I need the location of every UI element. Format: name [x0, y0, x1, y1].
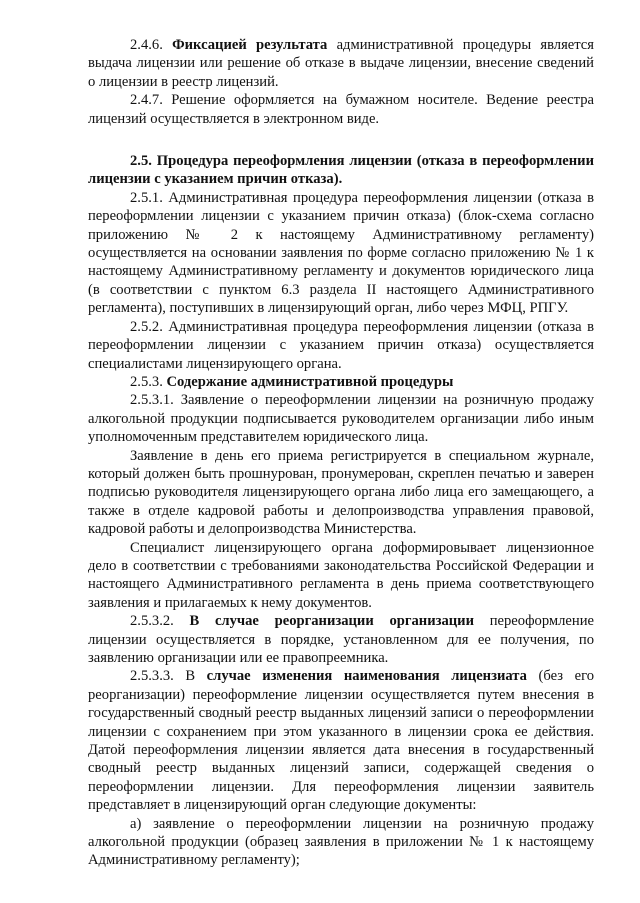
document-page: [88, 36, 594, 870]
clause-number: 2.5.3.2.: [130, 613, 174, 630]
paragraph-2-5-3: [88, 373, 594, 391]
section-title: Процедура переоформления лицензии (отказа в переоформлении лицензии с указанием причин отказа).: [88, 153, 594, 188]
paragraph-2-5-3-1: 2.5.3.1. Заявление о переоформлении лицензии на розничную продажу алкогольной продукции подписывается руководителем организации либо иным уполномоченным представителем юридического лица.: [88, 392, 594, 446]
paragraph-text: переоформление лицензии осуществляется в порядке, установленном для ее получения, по заявлению организации или ее правопреемника.: [88, 613, 594, 666]
section-number: 2.5.: [130, 153, 152, 170]
leading-word: В: [185, 668, 196, 685]
paragraph-2-5-2: 2.5.2. Административная процедура переоформления лицензии (отказа в переоформлении лицензии с указанием причин отказа) осуществляется специалистами лицензирующего органа.: [88, 318, 594, 372]
bold-phrase: случае изменения наименования лицензиата: [206, 668, 527, 685]
bold-phrase: В случае реорганизации организации: [189, 613, 474, 630]
clause-number: 2.4.6.: [130, 37, 163, 53]
paragraph-2-5-3-3: [88, 667, 594, 814]
paragraph-2-5-1: 2.5.1. Административная процедура переоформления лицензии (отказа в переоформлении лицензии с указанием причин отказа) (блок-схема согласно приложению № 2 к настоящему Административному регламенту) осуществляется на основании заявления по форме согласно приложению № 1 к настоящему Административному регламенту и документов юридического лица (в соответствии с пунктом 6.3 раздела II настоящего Административного регламента), поступивших в лицензирующий орган, либо через МФЦ, РПГУ.: [88, 189, 594, 317]
paragraph-text: (без его реорганизации) переоформление лицензии осуществляется путем внесения в государственный сводный реестр выданных лицензий записи о переоформлении лицензии с сохранением при этом указанного в лицензии срока ее действия. Датой переоформления лицензии является дата внесения в государственный сводный реестр выданных лицензий записи, содержащей сведения о переоформлении лицензии. Для переоформления лицензии заявитель представляет в лицензирующий орган следующие документы:: [88, 668, 594, 814]
subsection-title: Содержание административной процедуры: [166, 373, 454, 390]
clause-number: 2.5.3.3.: [130, 668, 174, 685]
section-heading-2-5: [88, 152, 594, 189]
paragraph-2-5-3-2: [88, 612, 594, 667]
paragraph-registration: Заявление в день его приема регистрируется в специальном журнале, который должен быть прошнурован, пронумерован, скреплен печатью и заверен подписью руководителя лицензирующего органа либо лица его замещающего, а также в отделе кадровой работы и делопроизводства управления правовой, кадровой работы и делопроизводства Министерства.: [88, 447, 594, 538]
bold-phrase: Фиксацией результата: [172, 37, 328, 53]
paragraph-text: административной процедуры является выдача лицензии или решение об отказе в выдаче лицензии, внесение сведений о лицензии в реестр лицензий.: [88, 37, 595, 90]
list-item-a: а) заявление о переоформлении лицензии на розничную продажу алкогольной продукции (образец заявления в приложении № 1 к настоящему Административному регламенту);: [88, 815, 594, 869]
paragraph-2-4-7: 2.4.7. Решение оформляется на бумажном носителе. Ведение реестра лицензий осуществляется в электронном виде.: [88, 92, 594, 127]
clause-number: 2.5.3.: [130, 373, 163, 390]
paragraph-2-4-6: [88, 36, 594, 91]
paragraph-specialist: Специалист лицензирующего органа доформировывает лицензионное дело в соответствии с требованиями законодательства Российской Федерации и настоящего Административного регламента в день приема соответствующего заявления и прилагаемых к нему документов.: [88, 539, 594, 611]
